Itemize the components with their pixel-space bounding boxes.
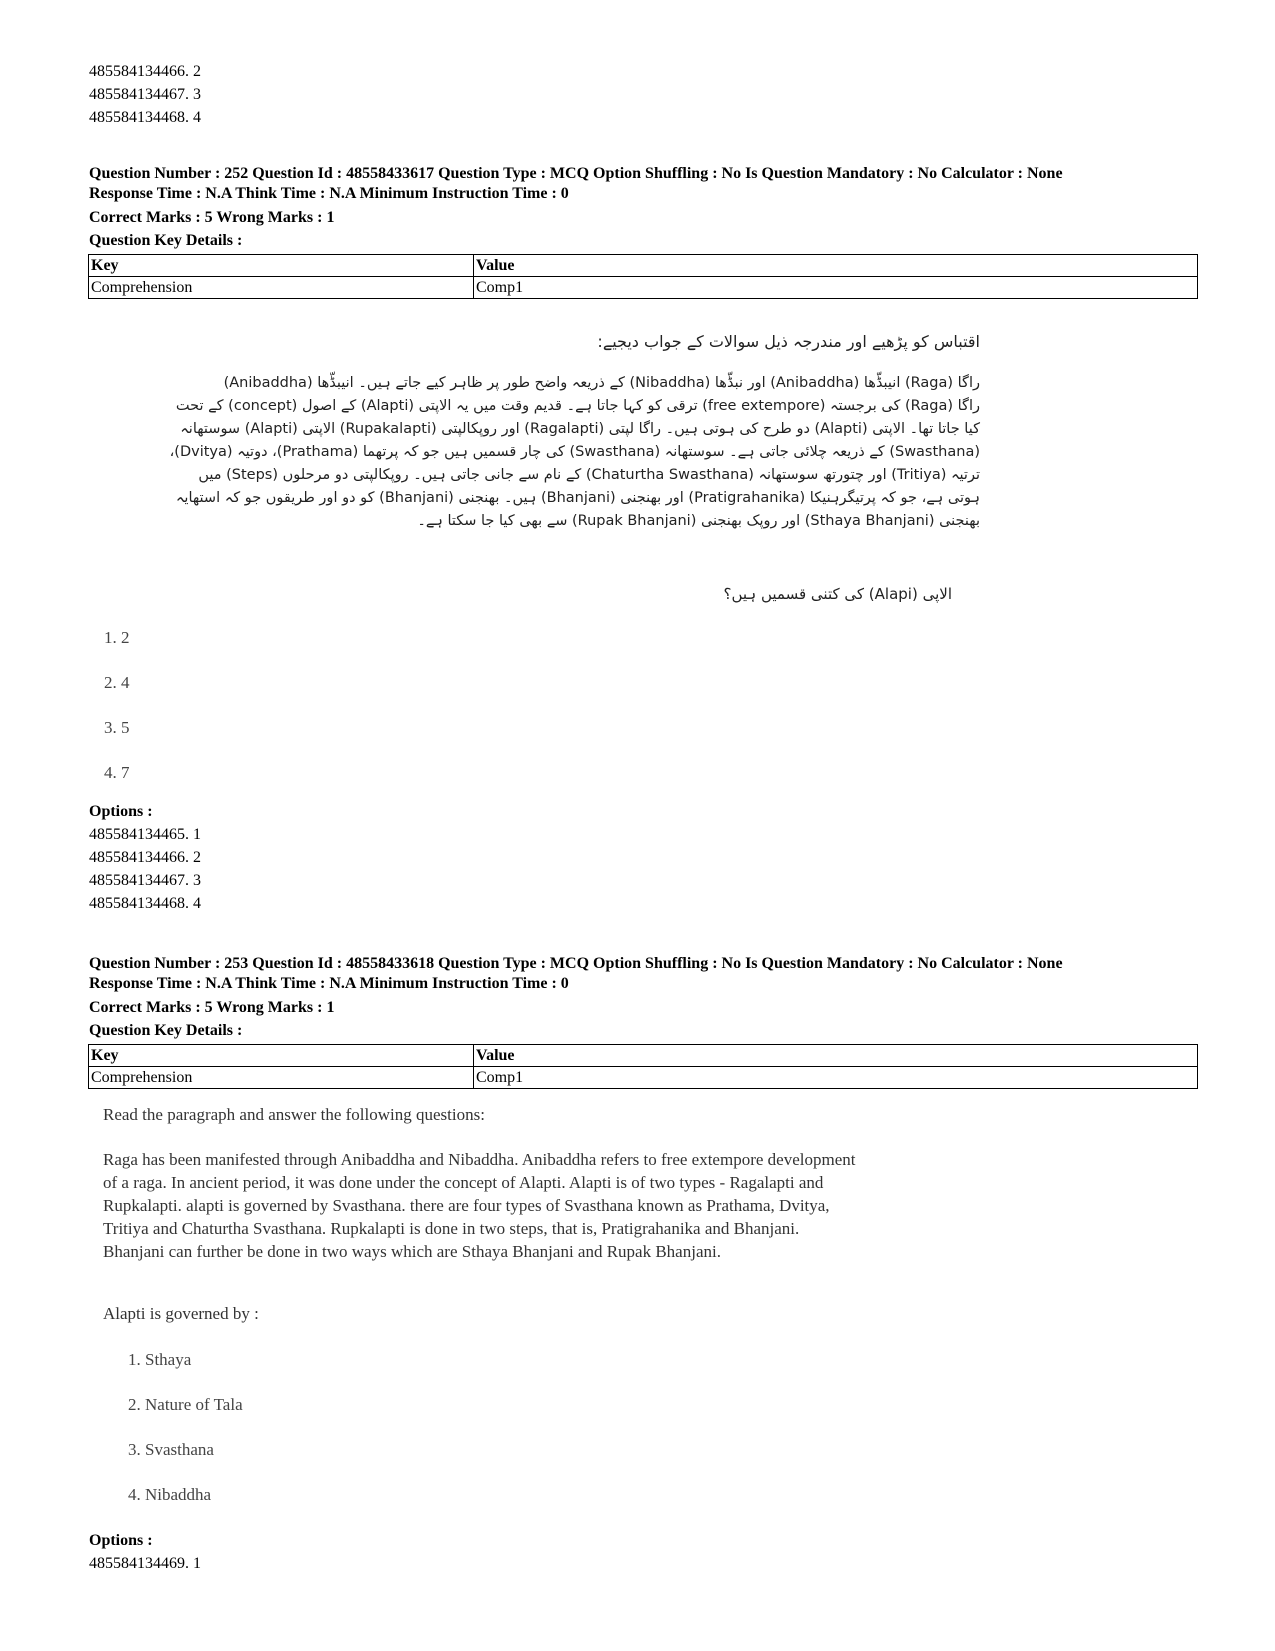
para-line: Raga has been manifested through Anibaddha and Nibaddha. Anibaddha refers to free extempore development bbox=[103, 1150, 856, 1169]
q252-header bbox=[89, 164, 1209, 204]
choice-item: 4. 7 bbox=[104, 763, 130, 782]
q253-choices bbox=[128, 1350, 243, 1530]
q253-key-table bbox=[88, 1044, 1198, 1089]
option-line: 485584134468. 4 bbox=[89, 109, 201, 126]
option-line: 485584134465. 1 bbox=[89, 826, 201, 843]
q252-marks: Correct Marks : 5 Wrong Marks : 1 bbox=[89, 209, 335, 226]
options-list-prev bbox=[89, 60, 201, 129]
q252-urdu-paragraph bbox=[108, 372, 980, 533]
table-header-row bbox=[89, 255, 1198, 277]
urdu-para-line: ہوتی ہے، جو کہ پرتیگرہنیکا (Pratigrahanika) اور بھنجنی (Bhanjani) ہیں۔ بھنجنی (Bhanjani) کو دو اور طریقوں جو کہ استھایہ bbox=[175, 490, 980, 506]
table-header-key: Key bbox=[89, 255, 474, 277]
choice-item: 3. 5 bbox=[104, 718, 130, 737]
urdu-para-line: راگا (Raga) کی برجستہ (free extempore) ترقی کو کہا جاتا ہے۔ قدیم وقت میں یہ الاپتی (Alapti) کے اصول (concept) کے تحت bbox=[175, 398, 980, 414]
urdu-para-line: ترتیہ (Tritiya) اور چتورتھ سوستھانہ (Chaturtha Swasthana) کے نام سے جانی جاتی ہیں۔ روپکالپتی دو مرحلوں (Steps) میں bbox=[198, 467, 980, 483]
table-row bbox=[89, 277, 1198, 299]
q253-meta-line1: Question Number : 253 Question Id : 48558433618 Question Type : MCQ Option Shuffling : No Is Question Mandatory : No Calculator : None bbox=[89, 955, 1063, 972]
q252-options-label: Options : bbox=[89, 803, 153, 820]
option-line: 485584134467. 3 bbox=[89, 872, 201, 889]
table-cell-value: Comp1 bbox=[474, 277, 1198, 299]
option-line: 485584134468. 4 bbox=[89, 895, 201, 912]
q253-key-details-label: Question Key Details : bbox=[89, 1022, 243, 1039]
para-line: of a raga. In ancient period, it was done under the concept of Alapti. Alapti is of two types - Ragalapti and bbox=[103, 1173, 824, 1192]
table-header-value: Value bbox=[474, 1045, 1198, 1067]
table-row bbox=[89, 1067, 1198, 1089]
choice-item: 2. 4 bbox=[104, 673, 130, 692]
urdu-para-line: بھنجنی (Sthaya Bhanjani) اور روپک بھنجنی (Rupak Bhanjani) سے بھی کیا جا سکتا ہے۔ bbox=[417, 513, 980, 529]
choice-item: 4. Nibaddha bbox=[128, 1485, 212, 1504]
q253-instruction: Read the paragraph and answer the following questions: bbox=[103, 1105, 485, 1124]
q252-urdu-instruction: اقتباس کو پڑھیے اور مندرجہ ذیل سوالات کے جواب دیجیے: bbox=[597, 332, 980, 351]
table-header-value: Value bbox=[474, 255, 1198, 277]
q252-meta-line1: Question Number : 252 Question Id : 48558433617 Question Type : MCQ Option Shuffling : No Is Question Mandatory : No Calculator : None bbox=[89, 165, 1063, 182]
q252-key-details-label: Question Key Details : bbox=[89, 232, 243, 249]
urdu-para-line: کیا جاتا تھا۔ الاپتی (Alapti) دو طرح کی ہوتی ہیں۔ راگا لپتی (Ragalapti) اور روپکالپتی (Rupakalapti) الاپتی (Alapti) سوستھانہ bbox=[180, 421, 980, 437]
urdu-para-line: (Swasthana) کے ذریعہ چلائی جاتی ہے۔ سوستھانہ (Swasthana) کی چار قسمیں ہیں جو کہ پرتھما (Prathama)، دوتیہ (Dvitya)، bbox=[169, 444, 980, 460]
q253-marks: Correct Marks : 5 Wrong Marks : 1 bbox=[89, 999, 335, 1016]
choice-item: 1. 2 bbox=[104, 628, 130, 647]
q253-header bbox=[89, 954, 1209, 994]
option-line: 485584134466. 2 bbox=[89, 63, 201, 80]
para-line: Rupkalapti. alapti is governed by Svasthana. there are four types of Svasthana known as Prathama, Dvitya, bbox=[103, 1196, 830, 1215]
choice-item: 1. Sthaya bbox=[128, 1350, 192, 1369]
q252-choices bbox=[104, 628, 130, 808]
table-header-row bbox=[89, 1045, 1198, 1067]
urdu-para-line: راگا (Raga) انیبڈّھا (Anibaddha) اور نبڈّھا (Nibaddha) کے ذریعہ واضح طور پر ظاہر کیے جاتے ہیں۔ انیبڈّھا (Anibaddha) bbox=[223, 375, 980, 391]
option-line: 485584134466. 2 bbox=[89, 849, 201, 866]
choice-item: 3. Svasthana bbox=[128, 1440, 214, 1459]
table-cell-key: Comprehension bbox=[89, 277, 474, 299]
para-line: Tritiya and Chaturtha Svasthana. Rupkalapti is done in two steps, that is, Pratigrahanika and Bhanjani. bbox=[103, 1219, 800, 1238]
q253-options-list bbox=[89, 1552, 201, 1575]
q253-meta-line2: Response Time : N.A Think Time : N.A Minimum Instruction Time : 0 bbox=[89, 975, 569, 992]
para-line: Bhanjani can further be done in two ways which are Sthaya Bhanjani and Rupak Bhanjani. bbox=[103, 1242, 721, 1261]
choice-item: 2. Nature of Tala bbox=[128, 1395, 243, 1414]
q252-key-table bbox=[88, 254, 1198, 299]
option-line: 485584134469. 1 bbox=[89, 1555, 201, 1572]
q252-options-list bbox=[89, 823, 201, 915]
table-header-key: Key bbox=[89, 1045, 474, 1067]
table-cell-key: Comprehension bbox=[89, 1067, 474, 1089]
option-line: 485584134467. 3 bbox=[89, 86, 201, 103]
q252-meta-line2: Response Time : N.A Think Time : N.A Minimum Instruction Time : 0 bbox=[89, 185, 569, 202]
q253-question: Alapti is governed by : bbox=[103, 1304, 259, 1323]
q252-urdu-question: الاپی (Alapi) کی کتنی قسمیں ہیں؟ bbox=[723, 585, 952, 603]
table-cell-value: Comp1 bbox=[474, 1067, 1198, 1089]
q253-options-label: Options : bbox=[89, 1532, 153, 1549]
q253-paragraph bbox=[103, 1148, 1003, 1263]
